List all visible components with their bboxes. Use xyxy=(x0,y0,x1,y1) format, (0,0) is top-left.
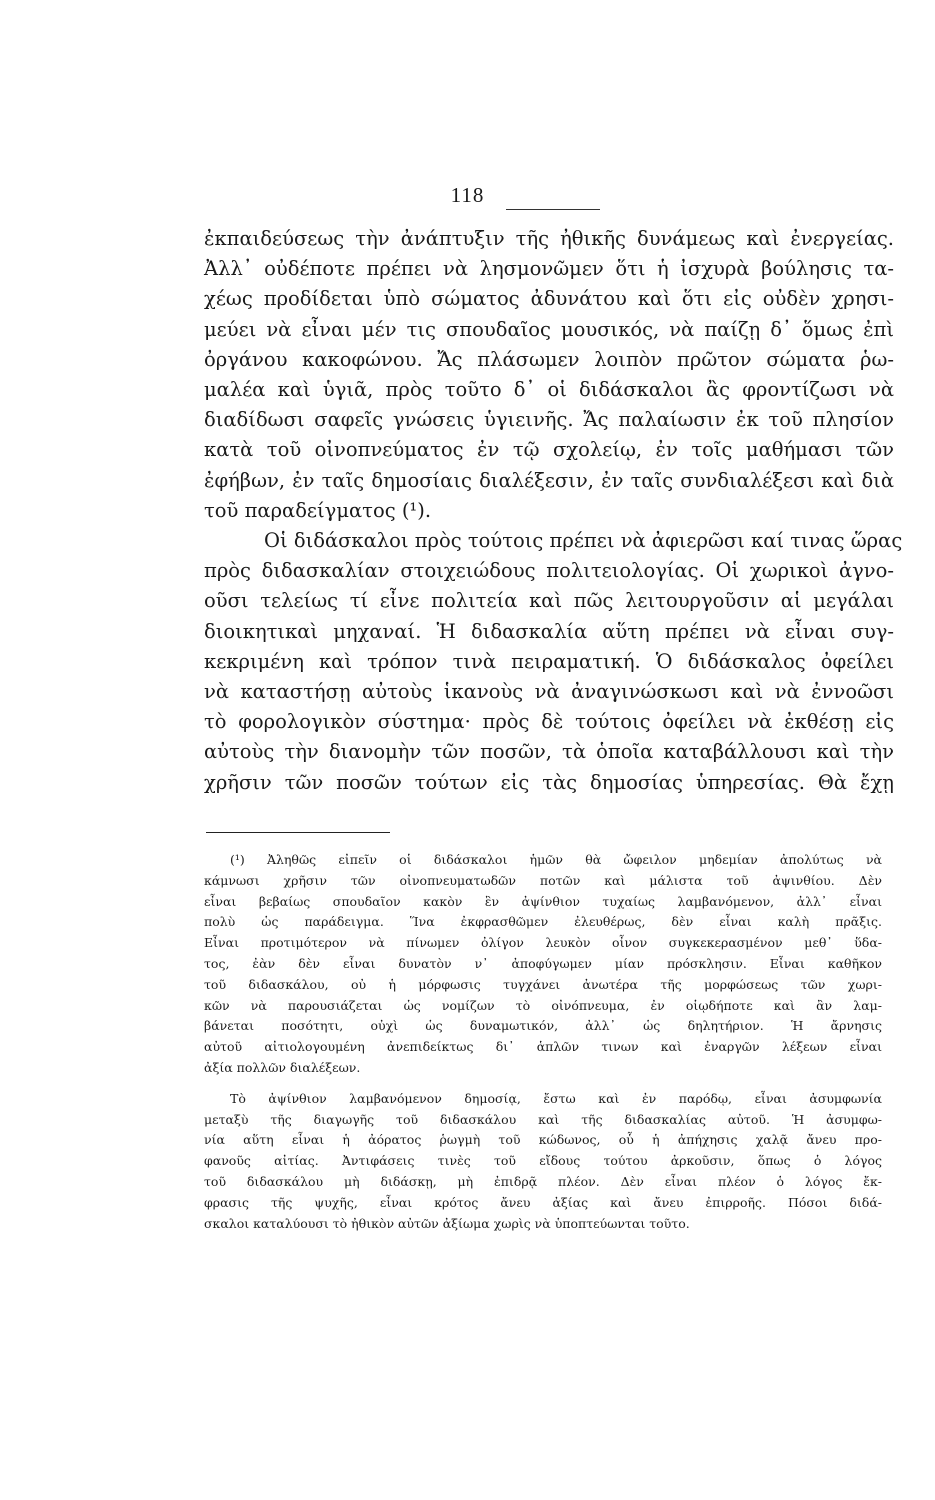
page-number-rule xyxy=(506,209,600,210)
text-line: μαλέα καὶ ὑγιᾶ, πρὸς τοῦτο δ᾽ οἱ διδάσκαλοι ἂς φροντίζωσι νὰ xyxy=(204,378,894,402)
page-number: 118 xyxy=(450,183,485,207)
footnote-line: κάμνωσι χρῆσιν τῶν οἰνοπνευματωδῶν ποτῶν καὶ μάλιστα τοῦ ἀψινθίου. Δὲν xyxy=(204,872,882,888)
text-line: διοικητικαὶ μηχαναί. Ἡ διδασκαλία αὕτη πρέπει νὰ εἶναι συγ- xyxy=(204,619,894,643)
text-line: τοῦ παραδείγματος (¹). xyxy=(204,498,432,522)
footnote-line: σκαλοι καταλύουσι τὸ ἠθικὸν αὐτῶν ἀξίωμα χωρὶς νὰ ὑποπτεύωνται τοῦτο. xyxy=(204,1215,690,1231)
footnote-line: τοῦ διδασκάλου, οὐ ἡ μόρφωσις τυγχάνει ἀνωτέρα τῆς μορφώσεως τῶν χωρι- xyxy=(204,976,882,992)
text-line: ἐκπαιδεύσεως τὴν ἀνάπτυξιν τῆς ἠθικῆς δυνάμεως καὶ ἐνεργείας. xyxy=(204,227,894,250)
footnote-line: αὐτοῦ αἰτιολογουμένη ἀνεπιδείκτως δι᾽ ἁπλῶν τινων καὶ ἐναργῶν λέξεων εἶναι xyxy=(204,1039,882,1055)
main-text xyxy=(204,224,903,798)
footnote-line: βάνεται ποσότητι, οὐχὶ ὡς δυναμωτικόν, ἀλλ᾽ ὡς δηλητήριον. Ἡ ἄρνησις xyxy=(204,1018,882,1034)
text-line: μεύει νὰ εἶναι μέν τις σπουδαῖος μουσικός, νὰ παίζῃ δ᾽ ὅμως ἐπὶ xyxy=(204,317,894,341)
text-line: Ἀλλ᾽ οὐδέποτε πρέπει νὰ λησμονῶμεν ὅτι ἡ ἰσχυρὰ βούλησις τα- xyxy=(204,257,894,281)
footnote-gap xyxy=(204,1079,882,1089)
footnotes xyxy=(204,850,882,1234)
footnote-line: τοῦ διδασκάλου μὴ διδάσκῃ, μὴ ἐπιδρᾷ πλέον. Δὲν εἶναι πλέον ὁ λόγος ἔκ- xyxy=(204,1173,882,1189)
footnote-line: εἶναι βεβαίως σπουδαῖον κακὸν ἓν ἀψίνθιον τυχαίως λαμβανόμενον, ἀλλ᾽ εἶναι xyxy=(204,893,882,909)
text-line: ἐφήβων, ἐν ταῖς δημοσίαις διαλέξεσιν, ἐν ταῖς συνδιαλέξεσι καὶ διὰ xyxy=(204,468,894,492)
footnote-line: τος, ἐὰν δὲν εἶναι δυνατὸν ν᾽ ἀποφύγωμεν μίαν πρόσκλησιν. Εἶναι καθῆκον xyxy=(204,955,882,971)
text-line: κατὰ τοῦ οἰνοπνεύματος ἐν τῷ σχολείῳ, ἐν τοῖς μαθήμασι τῶν xyxy=(204,438,894,462)
footnote-line: νία αὕτη εἶναι ἡ ἀόρατος ῥωγμὴ τοῦ κώδωνος, οὗ ἡ ἀπήχησις χαλᾷ ἄνευ προ- xyxy=(204,1132,882,1148)
text-line: οῦσι τελείως τί εἶνε πολιτεία καὶ πῶς λειτουργοῦσιν αἱ μεγάλαι xyxy=(204,589,894,613)
footnote-line: (¹) Ἀληθῶς εἰπεῖν οἱ διδάσκαλοι ἡμῶν θὰ ὤφειλον μηδεμίαν ἀπολύτως νὰ xyxy=(230,852,882,867)
text-line: χέως προδίδεται ὑπὸ σώματος ἀδυνάτου καὶ ὅτι εἰς οὐδὲν χρησι- xyxy=(204,287,894,311)
footnote-rule xyxy=(206,832,390,833)
text-line: αὐτοὺς τὴν διανομὴν τῶν ποσῶν, τὰ ὁποῖα καταβάλλουσι καὶ τὴν xyxy=(204,740,894,764)
text-line: νὰ καταστήσῃ αὐτοὺς ἱκανοὺς νὰ ἀναγινώσκωσι καὶ νὰ ἐννοῶσι xyxy=(204,680,894,704)
text-line: πρὸς διδασκαλίαν στοιχειώδους πολιτειολογίας. Οἱ χωρικοὶ ἀγνο- xyxy=(204,559,894,583)
footnote-line: μεταξὺ τῆς διαγωγῆς τοῦ διδασκάλου καὶ τῆς διδασκαλίας αὐτοῦ. Ἡ ἀσυμφω- xyxy=(204,1111,882,1127)
text-line: διαδίδωσι σαφεῖς γνώσεις ὑγιεινῆς. Ἄς παλαίωσιν ἐκ τοῦ πλησίον xyxy=(204,408,894,432)
footnote-line: Τὸ ἀψίνθιον λαμβανόμενον δημοσίᾳ, ἔστω καὶ ἐν παρόδῳ, εἶναι ἀσυμφωνία xyxy=(230,1090,882,1106)
footnote-line: κῶν νὰ παρουσιάζεται ὡς νομίζων τὸ οἰνόπνευμα, ἐν οἱῳδήποτε καὶ ἂν λαμ- xyxy=(204,997,882,1013)
text-line: κεκριμένη καὶ τρόπον τινὰ πειραματική. Ὁ διδάσκαλος ὀφείλει xyxy=(204,649,894,673)
footnote-line: ἀξία πολλῶν διαλέξεων. xyxy=(204,1059,361,1075)
footnote-line: φανοῦς αἰτίας. Ἀντιφάσεις τινὲς τοῦ εἴδους τούτου ἀρκοῦσιν, ὅπως ὁ λόγος xyxy=(204,1153,882,1169)
footnote-line: πολὺ ὡς παράδειγμα. Ἵνα ἐκφρασθῶμεν ἐλευθέρως, δὲν εἶναι καλὴ πρᾶξις. xyxy=(204,914,882,930)
footnote-line: Εἶναι προτιμότερον νὰ πίνωμεν ὀλίγον λευκὸν οἶνον συγκεκερασμένον μεθ᾽ ὕδα- xyxy=(204,935,882,951)
text-line: τὸ φορολογικὸν σύστημα· πρὸς δὲ τούτοις ὀφείλει νὰ ἐκθέσῃ εἰς xyxy=(204,710,894,734)
text-line: χρῆσιν τῶν ποσῶν τούτων εἰς τὰς δημοσίας ὑπηρεσίας. Θὰ ἔχῃ xyxy=(204,770,894,794)
footnote-line: φρασις τῆς ψυχῆς, εἶναι κρότος ἄνευ ἀξίας καὶ ἄνευ ἐπιρροῆς. Πόσοι διδά- xyxy=(204,1194,882,1210)
text-line: Οἱ διδάσκαλοι πρὸς τούτοις πρέπει νὰ ἀφιερῶσι καί τινας ὥρας xyxy=(264,529,903,553)
text-line: ὀργάνου κακοφώνου. Ἄς πλάσωμεν λοιπὸν πρῶτον σώματα ῥω- xyxy=(204,347,894,371)
